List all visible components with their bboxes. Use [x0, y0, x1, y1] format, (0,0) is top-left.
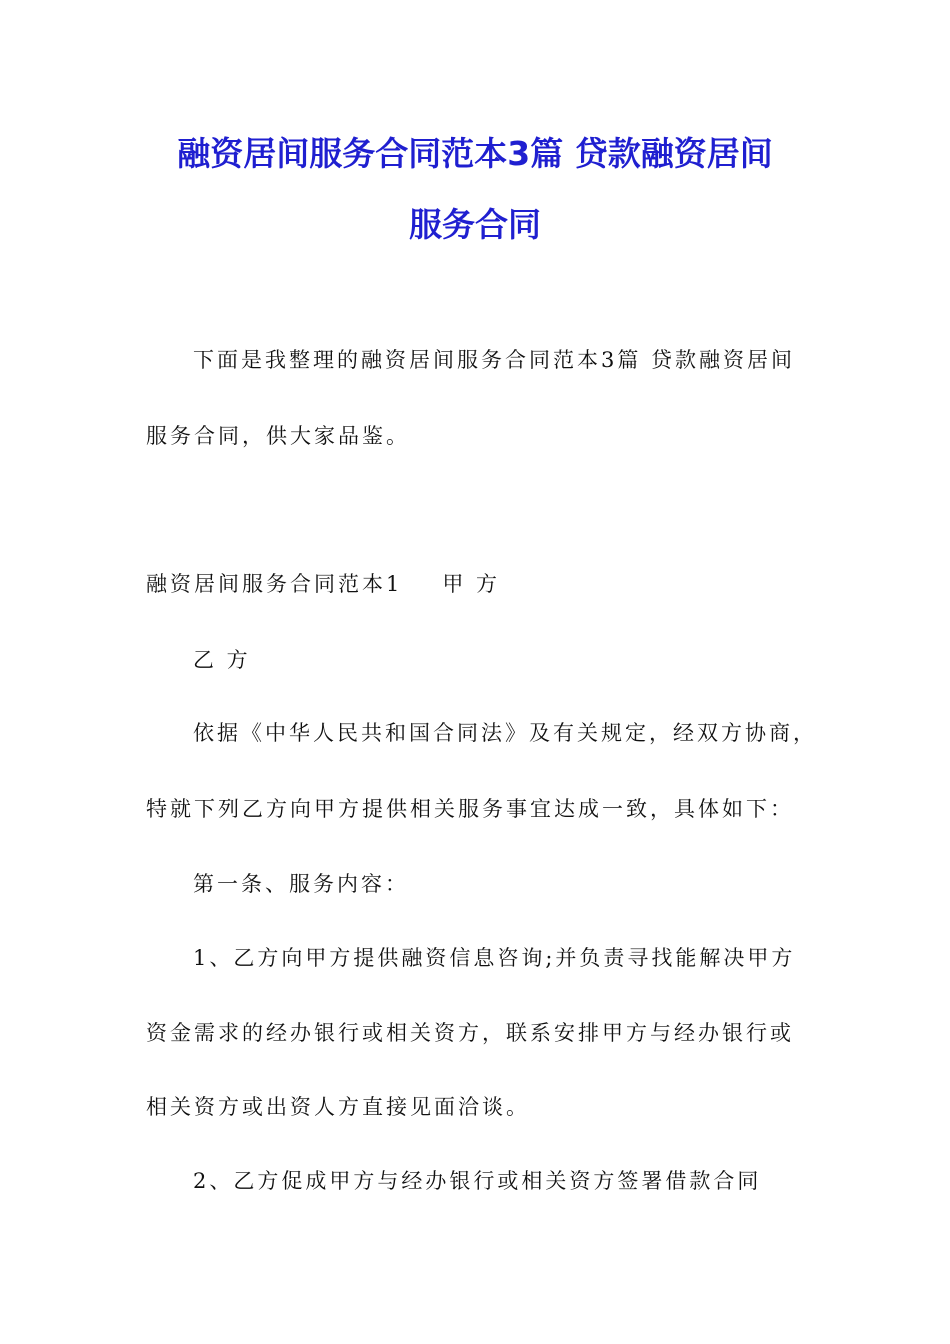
article-1-heading: 第一条、服务内容：: [193, 872, 409, 896]
item-2-line-1: 2、乙方促成甲方与经办银行或相关资方签署借款合同: [193, 1169, 762, 1193]
party-b-label: 乙 方: [193, 648, 251, 672]
intro-paragraph-line-1: 下面是我整理的融资居间服务合同范本3篇 贷款融资居间: [193, 348, 796, 372]
party-a-label: 甲 方: [442, 572, 501, 596]
sample-1-heading-row: [146, 570, 500, 598]
sample-1-heading: 融资居间服务合同范本1: [146, 572, 403, 596]
item-1-line-3: 相关资方或出资人方直接见面洽谈。: [146, 1095, 530, 1119]
item-1-line-1: 1、乙方向甲方提供融资信息咨询;并负责寻找能解决甲方: [193, 946, 796, 970]
document-title-line-2: 服务合同: [409, 205, 541, 244]
intro-paragraph-line-2: 服务合同，供大家品鉴。: [146, 424, 410, 448]
basis-paragraph-line-2: 特就下列乙方向甲方提供相关服务事宜达成一致，具体如下：: [146, 797, 794, 821]
item-1-line-2: 资金需求的经办银行或相关资方，联系安排甲方与经办银行或: [146, 1021, 794, 1045]
basis-paragraph-line-1: 依据《中华人民共和国合同法》及有关规定，经双方协商，: [193, 721, 817, 745]
document-title-line-1: 融资居间服务合同范本3篇 贷款融资居间: [177, 134, 773, 173]
